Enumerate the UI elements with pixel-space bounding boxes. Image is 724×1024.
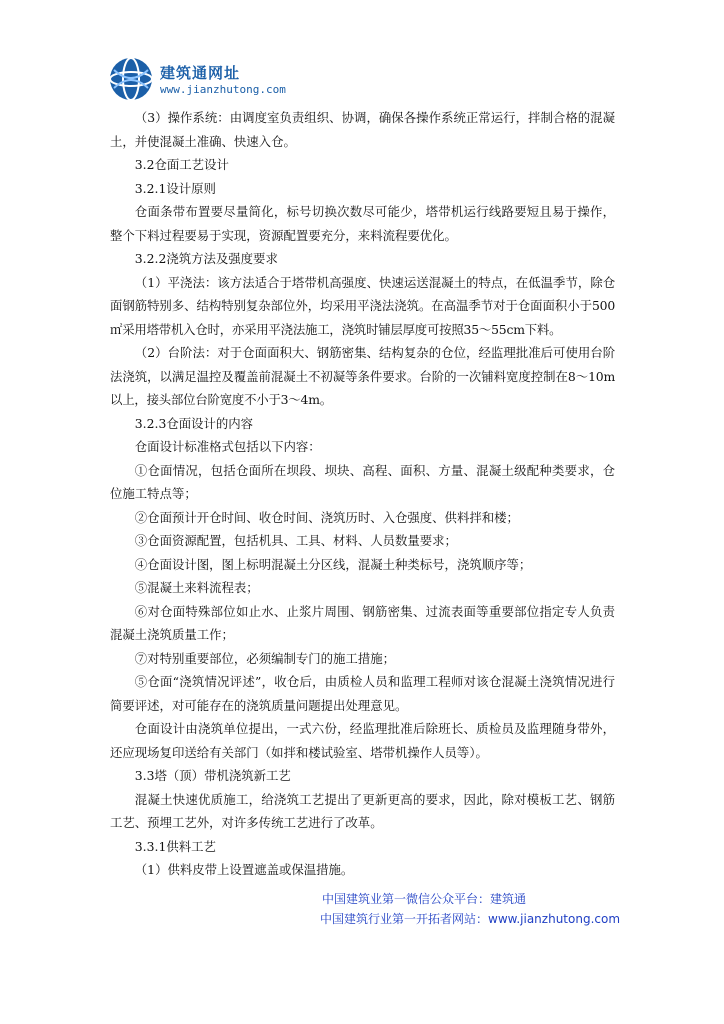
- list-item: ⑤混凝土来料流程表；: [134, 580, 259, 595]
- subsection-heading: 3.2.2浇筑方法及强度要求: [134, 251, 278, 266]
- logo-name: 建筑通网址: [160, 64, 241, 82]
- paragraph: 仓面条带布置要尽量简化，标号切换次数尽可能少，塔带机运行线路要短且易于操作，整个下料过程要易于实现，资源配置要充分，来料流程要优化。: [110, 204, 615, 243]
- list-item: ⑦对特别重要部位，必须编制专门的施工措施；: [134, 650, 395, 666]
- paragraph: 仓面设计由浇筑单位提出，一式六份，经监理批准后除班长、质检员及监理随身带外，还应现场复印送给有关部门（如拌和楼试验室、塔带机操作人员等）。: [110, 721, 615, 760]
- footer-wechat-line: 中国建筑业第一微信公众平台：建筑通: [322, 892, 527, 906]
- list-item: ②仓面预计开仓时间、收仓时间、浇筑历时、入仓强度、供料拌和楼；: [134, 509, 519, 525]
- page-footer: [320, 889, 620, 929]
- paragraph: 仓面设计标准格式包括以下内容：: [134, 439, 321, 454]
- list-item: ⑥对仓面特殊部位如止水、止浆片周围、钢筋密集、过流表面等重要部位指定专人负责混凝土浇筑质量工作；: [110, 603, 615, 642]
- site-logo[interactable]: [108, 56, 308, 106]
- section-heading: 3.3塔（顶）带机浇筑新工艺: [134, 768, 291, 783]
- subsection-heading: 3.2.3仓面设计的内容: [134, 415, 254, 431]
- paragraph: （1）供料皮带上设置遮盖或保温措施。: [134, 862, 354, 877]
- globe-logo-icon: [108, 56, 154, 102]
- section-heading: 3.2仓面工艺设计: [134, 157, 229, 172]
- paragraph: （3）操作系统：由调度室负责组织、协调，确保各操作系统正常运行，拌制合格的混凝土，并使混凝土准确、快速入仓。: [110, 110, 615, 149]
- list-item: ⑤仓面“浇筑情况评述”，收仓后，由质检人员和监理工程师对该仓混凝土浇筑情况进行简要评述，对可能存在的浇筑质量问题提出处理意见。: [110, 674, 615, 713]
- list-item: ③仓面资源配置，包括机具、工具、材料、人员数量要求；: [134, 533, 457, 548]
- paragraph: （2）台阶法：对于仓面面积大、钢筋密集、结构复杂的仓位，经监理批准后可使用台阶法浇筑，以满足温控及覆盖前混凝土不初凝等条件要求。台阶的一次铺料宽度控制在8～10m以上，接头部位台阶宽度不小于3～4m。: [110, 345, 615, 407]
- paragraph: 混凝土快速优质施工，给浇筑工艺提出了更新更高的要求，因此，除对模板工艺、钢筋工艺、预埋工艺外，对许多传统工艺进行了改革。: [110, 791, 615, 830]
- subsection-heading: 3.2.1设计原则: [134, 180, 216, 196]
- subsection-heading: 3.3.1供料工艺: [134, 838, 216, 854]
- document-body: [110, 106, 615, 882]
- footer-website-line[interactable]: 中国建筑行业第一开拓者网站：www.jianzhutong.com: [320, 912, 621, 926]
- logo-url[interactable]: www.jianzhutong.com: [160, 83, 286, 96]
- paragraph: （1）平浇法：该方法适合于塔带机高强度、快速运送混凝土的特点，在低温季节，除仓面钢筋特别多、结构特别复杂部位外，均采用平浇法浇筑。在高温季节对于仓面面积小于500㎡采用塔带机入仓时，亦采用平浇法施工，浇筑时铺层厚度可按照35～55cm下料。: [110, 274, 615, 337]
- list-item: ④仓面设计图，图上标明混凝土分区线，混凝土种类标号，浇筑顺序等；: [134, 556, 532, 572]
- list-item: ①仓面情况，包括仓面所在坝段、坝块、高程、面积、方量、混凝土级配种类要求，仓位施工特点等；: [110, 462, 615, 501]
